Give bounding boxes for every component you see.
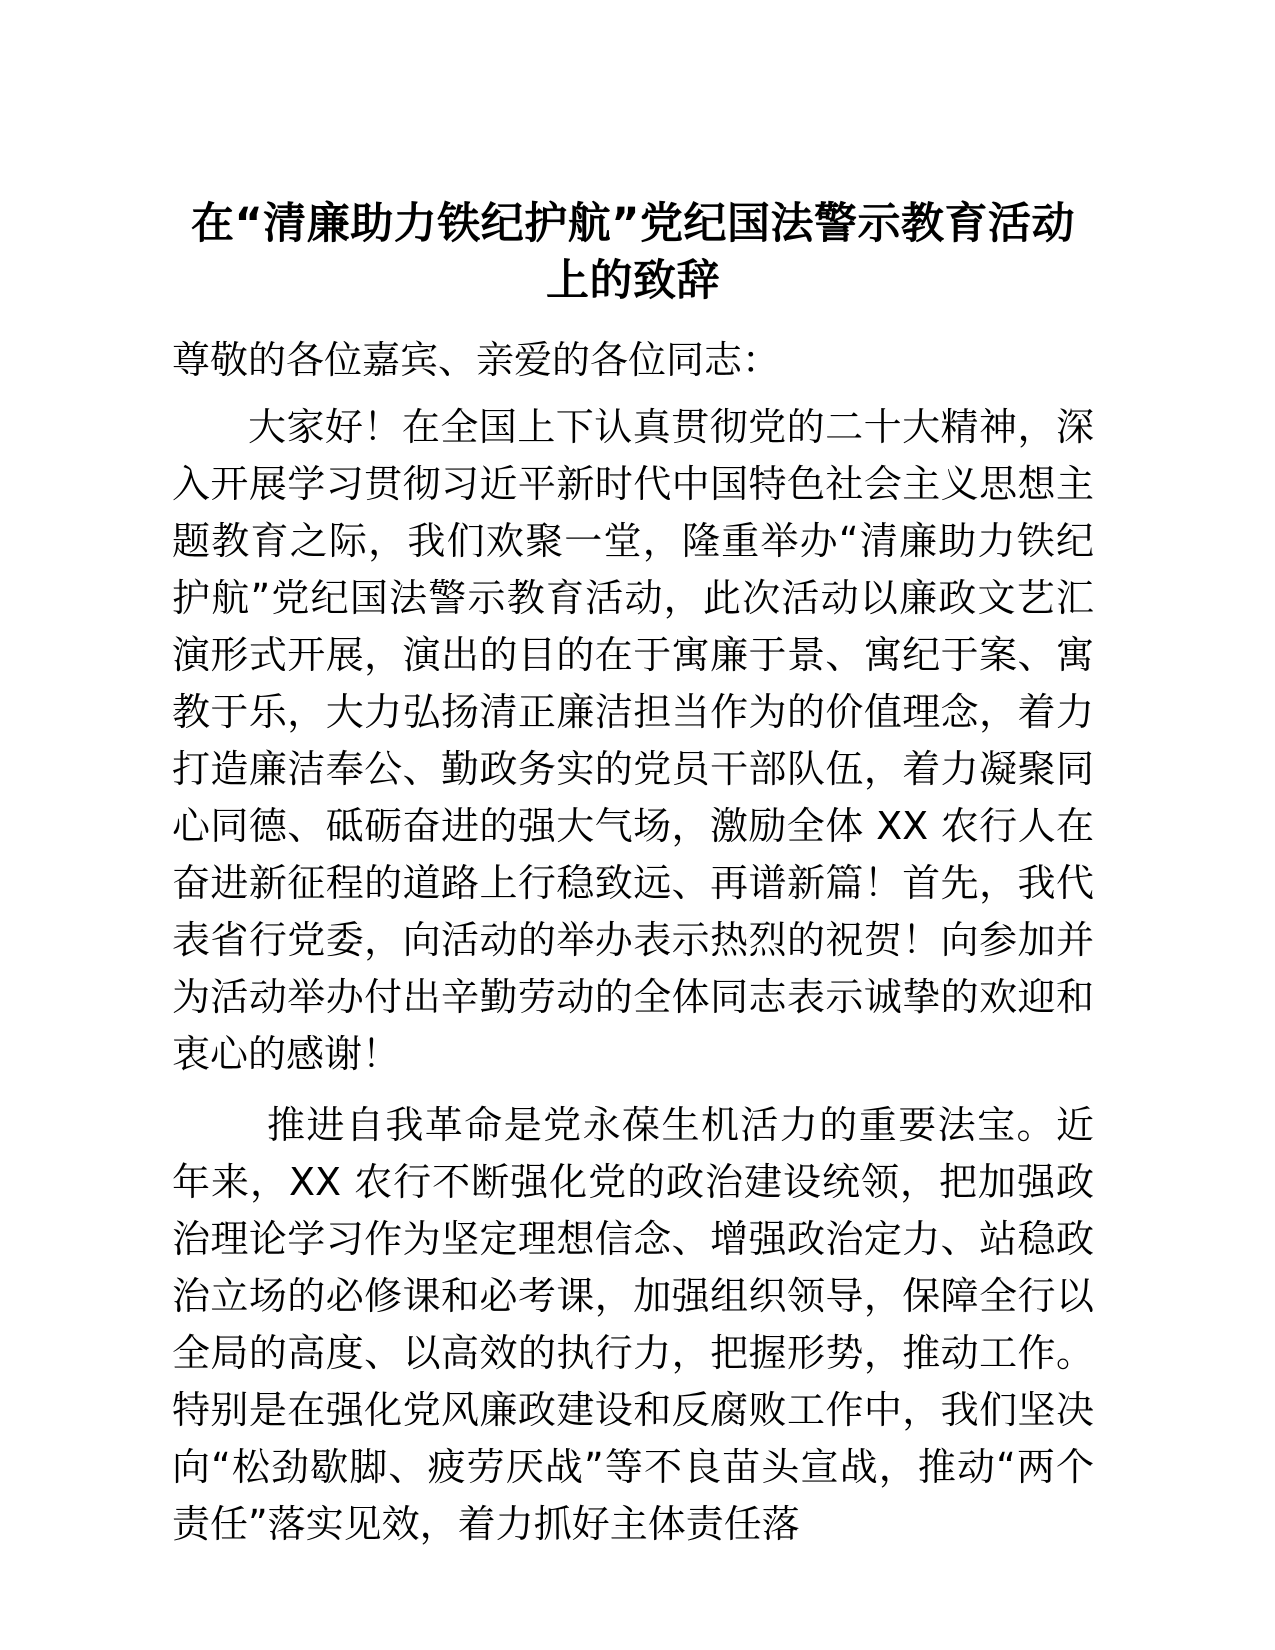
- document-content-column: [172, 0, 1094, 1553]
- page-title: 在“清廉助力铁纪护航”党纪国法警示教育活动上的致辞: [190, 199, 1076, 306]
- body-paragraph-1: 大家好！在全国上下认真贯彻党的二十大精神，深入开展学习贯彻习近平新时代中国特色社会主义思想主题教育之际，我们欢聚一堂，隆重举办“清廉助力铁纪护航”党纪国法警示教育活动，此次活动以廉政文艺汇演形式开展，演出的目的在于寓廉于景、寓纪于案、寓教于乐，大力弘扬清正廉洁担当作为的价值理念，着力打造廉洁奉公、勤政务实的党员干部队伍，着力凝聚同心同德、砥砺奋进的强大气场，激励全体 XX 农行人在奋进新征程的道路上行稳致远、再谱新篇！首先，我代表省行党委，向活动的举办表示热烈的祝贺！向参加并为活动举办付出辛勤劳动的全体同志表示诚挚的欢迎和衷心的感谢！: [172, 405, 1094, 1076]
- salutation-line: 尊敬的各位嘉宾、亲爱的各位同志：: [172, 338, 781, 382]
- body-paragraph-2: 推进自我革命是党永葆生机活力的重要法宝。近年来，XX 农行不断强化党的政治建设统领，把加强政治理论学习作为坚定理想信念、增强政治定力、站稳政治立场的必修课和必考课，加强组织领导，保障全行以全局的高度、以高效的执行力，把握形势，推动工作。特别是在强化党风廉政建设和反腐败工作中，我们坚决向“松劲歇脚、疲劳厌战”等不良苗头宣战，推动“两个责任”落实见效，着力抓好主体责任落: [172, 1103, 1094, 1546]
